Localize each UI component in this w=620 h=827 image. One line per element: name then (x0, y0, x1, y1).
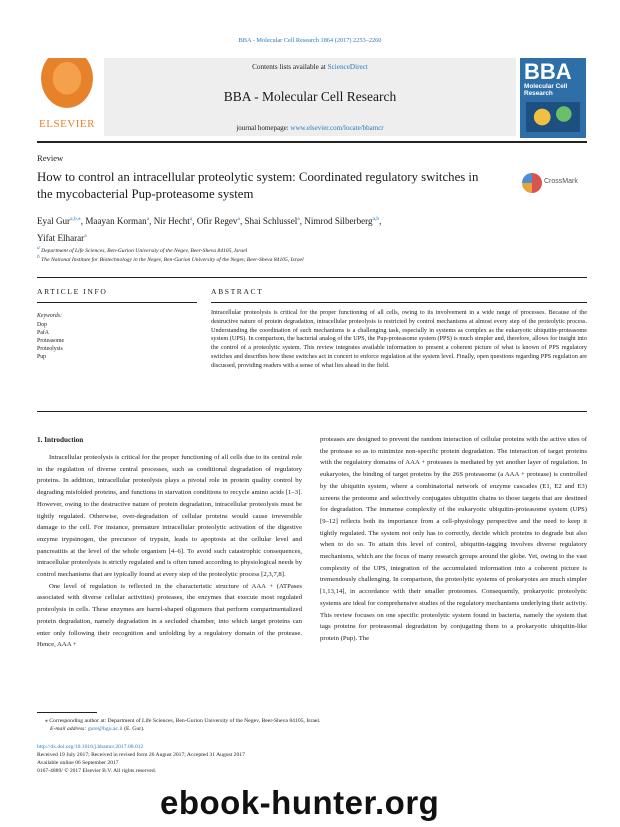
author-name[interactable]: Maayan Korman (85, 216, 147, 227)
journal-homepage (104, 124, 516, 132)
cover-subtitle: Molecular Cell Research (524, 83, 568, 97)
email-footnote (50, 725, 144, 733)
keywords-list (37, 321, 64, 361)
author-name[interactable]: Ofir Regev (196, 216, 238, 227)
email-link[interactable]: gure@bgu.ac.il (87, 726, 123, 732)
footnote-rule (37, 712, 97, 713)
section-heading-introduction: 1. Introduction (37, 436, 84, 444)
keyword: Pup (37, 354, 47, 360)
journal-name: BBA - Molecular Cell Research (223, 89, 397, 104)
homepage-prefix: journal homepage: (236, 124, 291, 132)
article-title: How to control an intracellular proteolytic system: Coordinated regulatory switches in the mycobacterial Pup-proteasome system (37, 170, 479, 201)
article-info-heading: ARTICLE INFO (37, 287, 108, 296)
info-rule (37, 277, 587, 278)
doi-link[interactable]: http://dx.doi.org/10.1016/j.bbamcr.2017.08.012 (37, 744, 144, 750)
abstract-end-rule (37, 411, 587, 412)
author-affil-mark[interactable]: a,b, (70, 216, 79, 222)
abstract-text: Intracellular proteolysis is critical for the proper functioning of all cells, owing to its involvement in a wide range of processes. Because of the destructive nature of protein degradation, intracellular proteolysis is restricted by control mechanisms at almost every step of the proteolytic process. Understanding the coordination of such mechanisms is a challenging task, especially in systems as complex as the eukaryotic ubiquitin-proteasome system (UPS). In comparison, the bacterial analog of the UPS, the Pup-proteasome system (PPS) is much simpler and, therefore, allows for insight into the control of a proteolytic system. This review integrates available information to present a coherent picture of what is known of PPS regulatory switches and describes how these switches act in concert to enforce regulation at the system level. Finally, open questions regarding PPS regulation are discussed, providing readers with a sense of what lies ahead in the field. (211, 309, 587, 369)
author-affil-mark[interactable]: a,b (372, 216, 380, 222)
body-paragraph: Intracellular proteolysis is critical for the proper functioning of all cells due to its central role in the regulation of diverse central processes, such as conditional degradation of regulatory proteins. In addition, intracellular proteolysis plays a pivotal role in protein quality control by degrading misfolded proteins, and functions in starvation conditions to recycle amino acids [1–3]. However, owing to the destructive nature of protein degradation, intracellular proteolysis must be tightly regulated. Otherwise, over-degradation of cellular proteins would cause irreversible damage to the cell. For instance, premature intracellular proteolytic activation of the digestive enzyme trypsinogen, the precursor of trypsin, leads to apoptosis at the cellular level and pancreatitis at the level of the whole organism [4–6]. To avoid such catastrophic consequences, intracellular proteolysis is strictly regulated and is often tuned according to physiological needs by control mechanisms that are typically found at every step of the proteolytic process [2,3,7,8]. (37, 454, 302, 579)
contents-prefix: Contents lists available at (252, 63, 328, 71)
abstract-heading: ABSTRACT (211, 287, 264, 296)
author-name[interactable]: Eyal Gur (37, 216, 71, 227)
author-name[interactable]: Shai Schlussel (244, 216, 298, 227)
info-subrule (37, 302, 197, 303)
elsevier-tree-icon (34, 58, 100, 116)
keywords-title: Keywords: (37, 313, 62, 319)
keyword: Proteasome (37, 338, 65, 344)
cover-artwork (526, 102, 580, 132)
email-suffix: (E. Gur). (122, 726, 145, 732)
affiliation-b (37, 254, 304, 263)
keyword: Proteolysis (37, 346, 63, 352)
corresponding-author-footnote: ⁎ Corresponding author at: Department of Life Sciences, Ben-Gurion University of the Negev, Beer-Sheva 84105, Israel. (45, 718, 321, 724)
abstract-subrule (211, 302, 587, 303)
author-name[interactable]: Nimrod Silberberg (304, 216, 373, 227)
homepage-link[interactable]: www.elsevier.com/locate/bbamcr (290, 124, 384, 132)
crossmark-badge[interactable] (522, 172, 578, 198)
sciencedirect-link[interactable]: ScienceDirect (327, 63, 368, 71)
affiliation-text: The National Institute for Biotechnology in the Negev, Ben-Gurion University of the Negev, Beer-Sheva 84105, Israel (41, 256, 304, 263)
author-list: Eyal Gur$^{a,b,⁎}$, Maayan Korman$^a$, Nir Hecht$^a$, Ofir Regev$^a$, Shai Schlussel$^a$, Nimrod Silberberg$^{a,b}$, Yifat Elharar$^a$ (37, 216, 382, 244)
body-paragraph: One level of regulation is reflected in the characteristic structure of AAA + (ATPases associated with diverse cellular activities) proteases, the enzymes that execute most regulated proteolysis in cells. These enzymes are barrel-shaped oligomers that perform compartmentalized protein degradation, namely degradation in a secluded chamber, into which target proteins can enter only following their recognition and unfolding by a regulatory domain of the protease. Hence, AAA + (37, 582, 302, 649)
affiliation-mark: b (37, 254, 40, 260)
affiliation-text: Department of Life Sciences, Ben-Gurion University of the Negev, Beer-Sheva 84105, Israel (41, 247, 248, 254)
elsevier-logo (32, 58, 102, 132)
crossmark-label: CrossMark (544, 178, 578, 185)
author-affil-mark[interactable]: a (146, 216, 150, 222)
body-column-left (37, 452, 302, 651)
author-name[interactable]: Yifat Elharar (37, 233, 85, 244)
watermark-text: ebook-hunter.org (160, 784, 440, 821)
contents-line (104, 63, 516, 71)
elsevier-wordmark: ELSEVIER (39, 118, 95, 130)
author-name[interactable]: Nir Hecht (153, 216, 190, 227)
author-affil-mark[interactable]: a (84, 233, 87, 240)
available-online: Available online 06 September 2017 (37, 760, 119, 766)
section-type: Review (37, 153, 64, 163)
header-rule (37, 141, 587, 143)
journal-cover-image (520, 58, 586, 138)
author-affil-mark[interactable]: a (189, 216, 193, 222)
affiliation-a (37, 245, 247, 254)
received-dates: Received 19 July 2017; Received in revised form 26 August 2017; Accepted 31 August 2017 (37, 752, 245, 758)
body-column-right (320, 434, 587, 645)
author-affil-mark[interactable]: a (297, 216, 300, 222)
cover-title: BBA (524, 59, 572, 84)
email-label: E-mail address: (50, 726, 88, 732)
keyword: Dop (37, 322, 47, 328)
author-affil-mark[interactable]: a (237, 216, 240, 222)
affiliation-mark: a (37, 245, 40, 251)
crossmark-icon (522, 173, 542, 193)
copyright-line: 0167-4889/ © 2017 Elsevier B.V. All rights reserved. (37, 768, 157, 774)
keyword: PafA (37, 330, 49, 336)
corresponding-mark[interactable]: ⁎ (78, 216, 81, 222)
journal-citation[interactable]: BBA - Molecular Cell Research 1864 (2017) 2253–2260 (238, 37, 382, 44)
body-paragraph: proteases are designed to prevent the random interaction of cellular proteins with the active sites of the protease so as to minimize non-specific protein degradation. The interaction of target proteins with the regulatory domains of AAA + proteases is mediated by yet another layer of regulation. In eukaryotes, the binding of target proteins by the 26S proteasome (a AAA + protease) is controlled by the ubiquitin system, where a combinatorial network of enzyme cascades (E1, E2 and E3) screens the proteome and selectively conjugates ubiquitin chains to those targets that are destined for degradation. The immense complexity of the eukaryotic ubiquitin-proteasome system (UPS) [9–12] reflects both its importance from a cell-physiology perspective and the need to keep it tightly regulated. The system not only has to correctly, decide which proteins to degrade but also when to do so. To attain this level of control, ubiquitin-tagging involves diverse regulatory mechanisms, which are the focus of many research groups around the globe. Yet, owing to the vast complexity of the UPS, integration of the accumulated information into a coherent picture is tremendously challenging. In comparison, the proteolytic systems of prokaryotes are much simpler [1,13,14], in accordance with their smaller proteomes. Consequently, prokaryotic proteolytic systems are ideal for comprehensive studies of the regulatory mechanisms underlying their activity. This review focuses on one specific proteolytic system found in bacteria, namely the system that tags proteins for proteasomal degradation by conjugating them to a prokaryotic ubiquitin-like protein (Pup). The (320, 436, 587, 642)
